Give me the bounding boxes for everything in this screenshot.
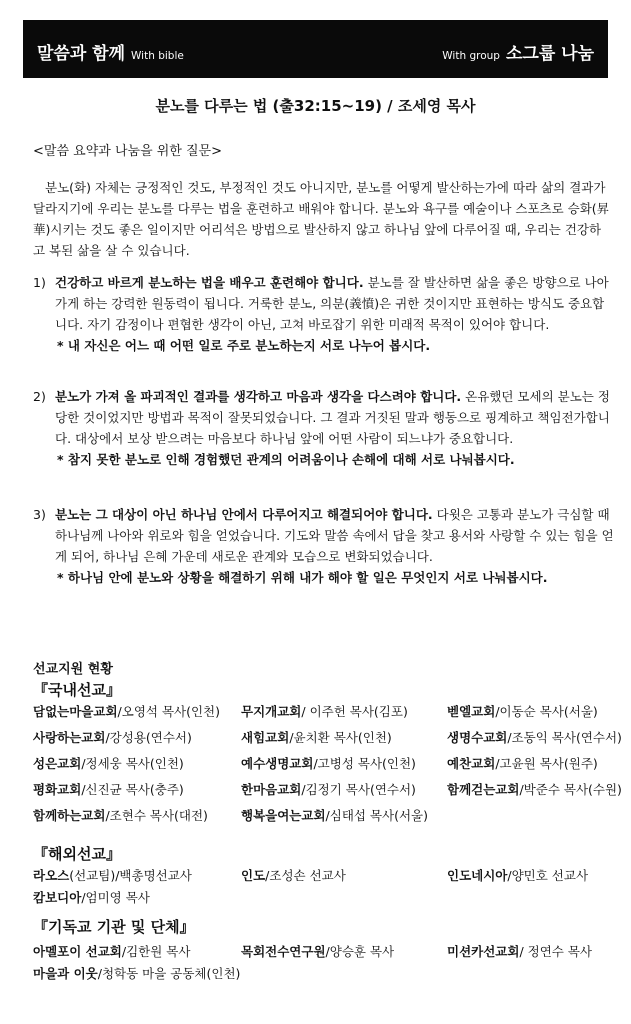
mission-entry [447, 702, 598, 720]
mission-entry-detail: /신진균 목사(충주) [81, 782, 184, 797]
mission-entry-name: 마을과 이웃 [33, 966, 98, 981]
mission-entry [33, 888, 150, 906]
mission-entry-detail: /고병성 목사(인천) [313, 756, 416, 771]
discussion-question: * 하나님 안에 분노와 상황을 해결하기 위해 내가 해야 할 일은 무엇인지 서로 나눠봅시다. [57, 570, 548, 585]
mission-entry-detail: /윤치환 목사(인천) [289, 730, 392, 745]
mission-entry-name: 벧엘교회 [447, 704, 496, 719]
point-3 [33, 504, 615, 588]
domestic-mission-title: 『국내선교』 [33, 681, 121, 699]
mission-row [33, 866, 623, 888]
mission-entry [241, 866, 346, 884]
summary-heading: <말씀 요약과 나눔을 위한 질문> [33, 144, 223, 159]
mission-entry-name: 목회전수연구원 [241, 944, 326, 959]
mission-entry-name: 예찬교회 [447, 756, 496, 771]
mission-entry-detail: /조현수 목사(대전) [105, 808, 208, 823]
mission-entry [33, 754, 184, 772]
mission-entry-detail: /김한원 목사 [121, 944, 191, 959]
mission-entry-detail: /박준수 목사(수원) [519, 782, 622, 797]
mission-entry-name: 라오스 [33, 868, 70, 883]
mission-entry-name: 무지개교회 [241, 704, 302, 719]
mission-row [33, 728, 623, 750]
point-number: 1) [33, 275, 46, 290]
mission-entry-name: 인도네시아 [447, 868, 508, 883]
mission-entry [447, 754, 598, 772]
mission-entry [241, 702, 408, 720]
intro-paragraph: 분노(화) 자체는 긍정적인 것도, 부정적인 것도 아니지만, 분노를 어떻게 발산하는가에 따라 삶의 결과가 달라지기에 우리는 분노를 다루는 법을 훈련하고 배워야 합니다. 분노와 욕구를 예술이나 스포츠로 승화(昇華)시키는 것도 좋은 일이지만 어리석은 방법으로 발산하지 않고 하나님 앞에 다루어질 때, 우리는 건강하고 복된 삶을 살 수 있습니다. [33, 180, 610, 258]
mission-entry-name: 함께하는교회 [33, 808, 106, 823]
mission-entry [241, 780, 416, 798]
point-heading: 분노가 가져 올 파괴적인 결과를 생각하고 마음과 생각을 다스려야 합니다. [55, 389, 462, 404]
mission-entry-detail: /오영석 목사(인천) [117, 704, 220, 719]
mission-entry [33, 780, 184, 798]
mission-entry-detail: /김정기 목사(연수서) [301, 782, 416, 797]
header-right-en: With group [442, 50, 500, 62]
header-left-en: With bible [131, 50, 184, 62]
mission-entry-name: 함께걷는교회 [447, 782, 520, 797]
point-2 [33, 386, 615, 470]
mission-entry [447, 780, 622, 798]
page-header [23, 20, 608, 78]
mission-row [33, 964, 623, 986]
mission-entry-name: 아멜포이 선교회 [33, 944, 122, 959]
mission-entry-name: 사랑하는교회 [33, 730, 106, 745]
mission-entry [447, 728, 622, 746]
mission-entry-detail: /강성용(연수서) [105, 730, 192, 745]
mission-entry [33, 942, 190, 960]
mission-row [33, 780, 623, 802]
point-body: 분노를 잘 발산하면 삶을 좋은 방향으로 나아가게 하는 강력한 원동력이 됩니다. 거룩한 분노, 의분(義憤)은 귀한 것이지만 표현하는 방식도 중요합니다. 자기 감정이나 편협한 생각이 아닌, 고쳐 바로잡기 위한 미래적 목적이 있어야 합니다. [55, 275, 609, 332]
mission-entry [33, 964, 240, 982]
mission-entry-name: 새힘교회 [241, 730, 290, 745]
point-number: 3) [33, 507, 46, 522]
mission-entry-name: 담없는마을교회 [33, 704, 118, 719]
mission-entry-name: 평화교회 [33, 782, 82, 797]
discussion-question: * 내 자신은 어느 때 어떤 일로 주로 분노하는지 서로 나누어 봅시다. [57, 338, 431, 353]
mission-entry [241, 942, 394, 960]
point-body: 다윗은 고통과 분노가 극심할 때 하나님께 나아와 위로와 힘을 얻었습니다. 기도와 말씀 속에서 답을 찾고 용서와 사랑할 수 있는 힘을 얻게 되어, 하나님 은혜 가운데 새로운 관계와 모습으로 변화되었습니다. [55, 507, 614, 564]
mission-entry [33, 728, 192, 746]
mission-entry-name: 한마음교회 [241, 782, 302, 797]
mission-entry-detail: /양승훈 목사 [325, 944, 395, 959]
header-left [37, 39, 184, 64]
mission-row [33, 806, 623, 828]
mission-entry-name: 행복을여는교회 [241, 808, 326, 823]
mission-entry-detail: / 이주헌 목사(김포) [301, 704, 408, 719]
mission-entry [33, 866, 192, 884]
mission-entry [447, 942, 592, 960]
sermon-title: 분노를 다루는 법 (출32:15~19) / 조세영 목사 [155, 97, 476, 115]
mission-entry [241, 806, 428, 824]
mission-entry-name: 생명수교회 [447, 730, 508, 745]
mission-title: 선교지원 현황 [33, 662, 113, 677]
point-heading: 분노는 그 대상이 아닌 하나님 안에서 다루어지고 해결되어야 합니다. [55, 507, 433, 522]
mission-entry-name: 성은교회 [33, 756, 82, 771]
mission-entry-name: 인도 [241, 868, 266, 883]
mission-entry-detail: /고윤원 목사(원주) [495, 756, 598, 771]
header-right-ko: 소그룹 나눔 [505, 44, 594, 64]
mission-entry [33, 702, 220, 720]
mission-entry-name: 캄보디아 [33, 890, 82, 905]
mission-entry [241, 728, 392, 746]
mission-entry [241, 754, 416, 772]
mission-entry-detail: /청학동 마을 공동체(인천) [97, 966, 241, 981]
mission-row [33, 942, 623, 964]
overseas-mission-title: 『해외선교』 [33, 845, 121, 863]
mission-entry-detail: (선교팀)/백총명선교사 [69, 868, 192, 883]
mission-row [33, 888, 623, 910]
mission-entry [33, 806, 208, 824]
mission-entry-detail: /심태섭 목사(서울) [325, 808, 428, 823]
discussion-question: * 참지 못한 분노로 인해 경험했던 관계의 어려움이나 손해에 대해 서로 나눠봅시다. [57, 452, 515, 467]
mission-row [33, 754, 623, 776]
point-body: 온유했던 모세의 분노는 정당한 것이었지만 방법과 목적이 잘못되었습니다. 그 결과 거짓된 말과 행동으로 핑계하고 책임전가합니다. 대상에서 보상 받으려는 마음보다 하나님 앞에 어떤 사람이 되느냐가 중요합니다. [55, 389, 610, 446]
header-left-ko: 말씀과 함께 [37, 44, 126, 64]
mission-row [33, 702, 623, 724]
header-right [442, 39, 594, 64]
point-1 [33, 272, 615, 356]
mission-entry-detail: /조동익 목사(연수서) [507, 730, 622, 745]
point-number: 2) [33, 389, 46, 404]
mission-entry-detail: /양민호 선교사 [507, 868, 589, 883]
mission-entry-detail: /조성손 선교사 [265, 868, 346, 883]
mission-entry [447, 866, 588, 884]
mission-entry-detail: /엄미영 목사 [81, 890, 150, 905]
mission-entry-detail: /이동순 목사(서울) [495, 704, 598, 719]
mission-entry-detail: / 정연수 목사 [519, 944, 592, 959]
point-heading: 건강하고 바르게 분노하는 법을 배우고 훈련해야 합니다. [55, 275, 364, 290]
org-mission-title: 『기독교 기관 및 단체』 [33, 918, 195, 936]
mission-entry-name: 미션카선교회 [447, 944, 520, 959]
mission-entry-name: 예수생명교회 [241, 756, 314, 771]
mission-entry-detail: /정세웅 목사(인천) [81, 756, 184, 771]
